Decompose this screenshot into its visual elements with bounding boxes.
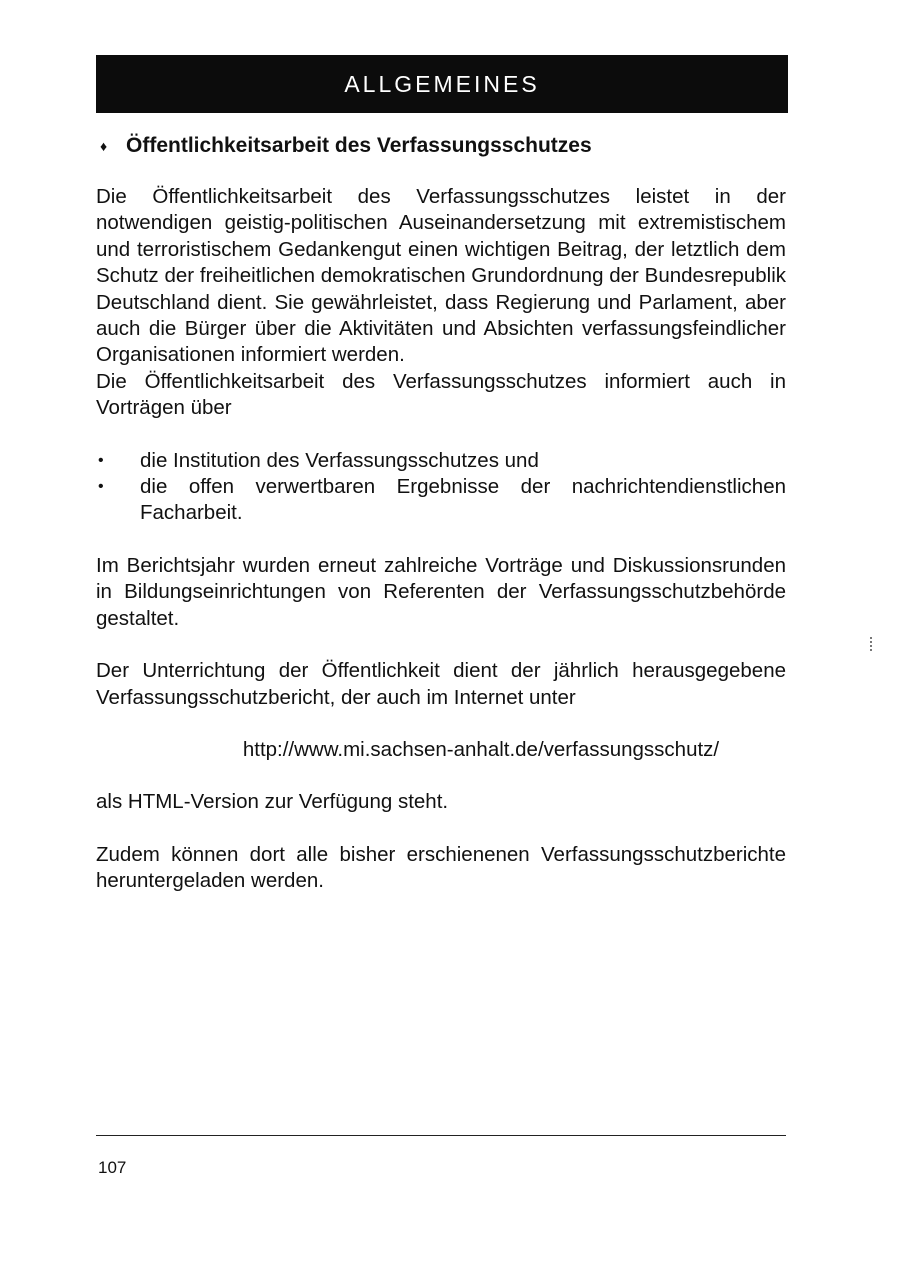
page-title: ALLGEMEINES [344, 70, 540, 97]
section-heading [96, 133, 786, 159]
section-heading-text: Öffentlichkeitsarbeit des Verfassungsschutzes [126, 134, 592, 157]
bullet-dot-icon: • [98, 451, 104, 469]
paragraph-html-version: als HTML-Version zur Verfügung steht. [96, 790, 449, 814]
website-url[interactable]: http://www.mi.sachsen-anhalt.de/verfassungsschutz/ [242, 737, 720, 761]
paragraph-report-year: Im Berichtsjahr wurden erneut zahlreiche Vorträge und Diskussionsrunden in Bildungseinrichtungen von Referenten der Verfassungsschutzbehörde gestaltet. [96, 553, 786, 630]
page-number: 107 [98, 1158, 127, 1177]
list-item [96, 448, 786, 474]
page-content [96, 133, 786, 895]
diamond-bullet-icon: ♦ [100, 138, 108, 154]
section-header-bar [96, 55, 788, 113]
paragraph-information: Der Unterrichtung der Öffentlichkeit dient der jährlich herausgegebene Verfassungsschutzbericht, der auch im Internet unter [96, 659, 786, 709]
bullet-list [96, 448, 786, 527]
list-item [96, 474, 786, 527]
paragraph-lectures: Die Öffentlichkeitsarbeit des Verfassungsschutzes informiert auch in Vorträgen über [96, 369, 786, 420]
margin-mark [870, 637, 874, 651]
footer-divider [96, 1135, 786, 1136]
list-item-text: die offen verwertbaren Ergebnisse der nachrichtendienstlichen Facharbeit. [140, 475, 786, 525]
bullet-dot-icon: • [98, 478, 104, 496]
list-item-text: die Institution des Verfassungsschutzes und [140, 448, 539, 472]
paragraph-intro: Die Öffentlichkeitsarbeit des Verfassungsschutzes leistet in der notwendigen geistig-politischen Auseinandersetzung mit extremistischem und terroristischem Gedankengut einen wichtigen Beitrag, der letztlich dem Schutz der freiheitlichen demokratischen Grundordnung der Bundesrepublik Deutschland dient. Sie gewährleistet, dass Regierung und Parlament, aber auch die Bürger über die Aktivitäten und Absichten verfassungsfeindlicher Organisationen informiert werden. [96, 185, 786, 367]
paragraph-downloads: Zudem können dort alle bisher erschienenen Verfassungsschutzberichte heruntergeladen werden. [96, 842, 786, 893]
